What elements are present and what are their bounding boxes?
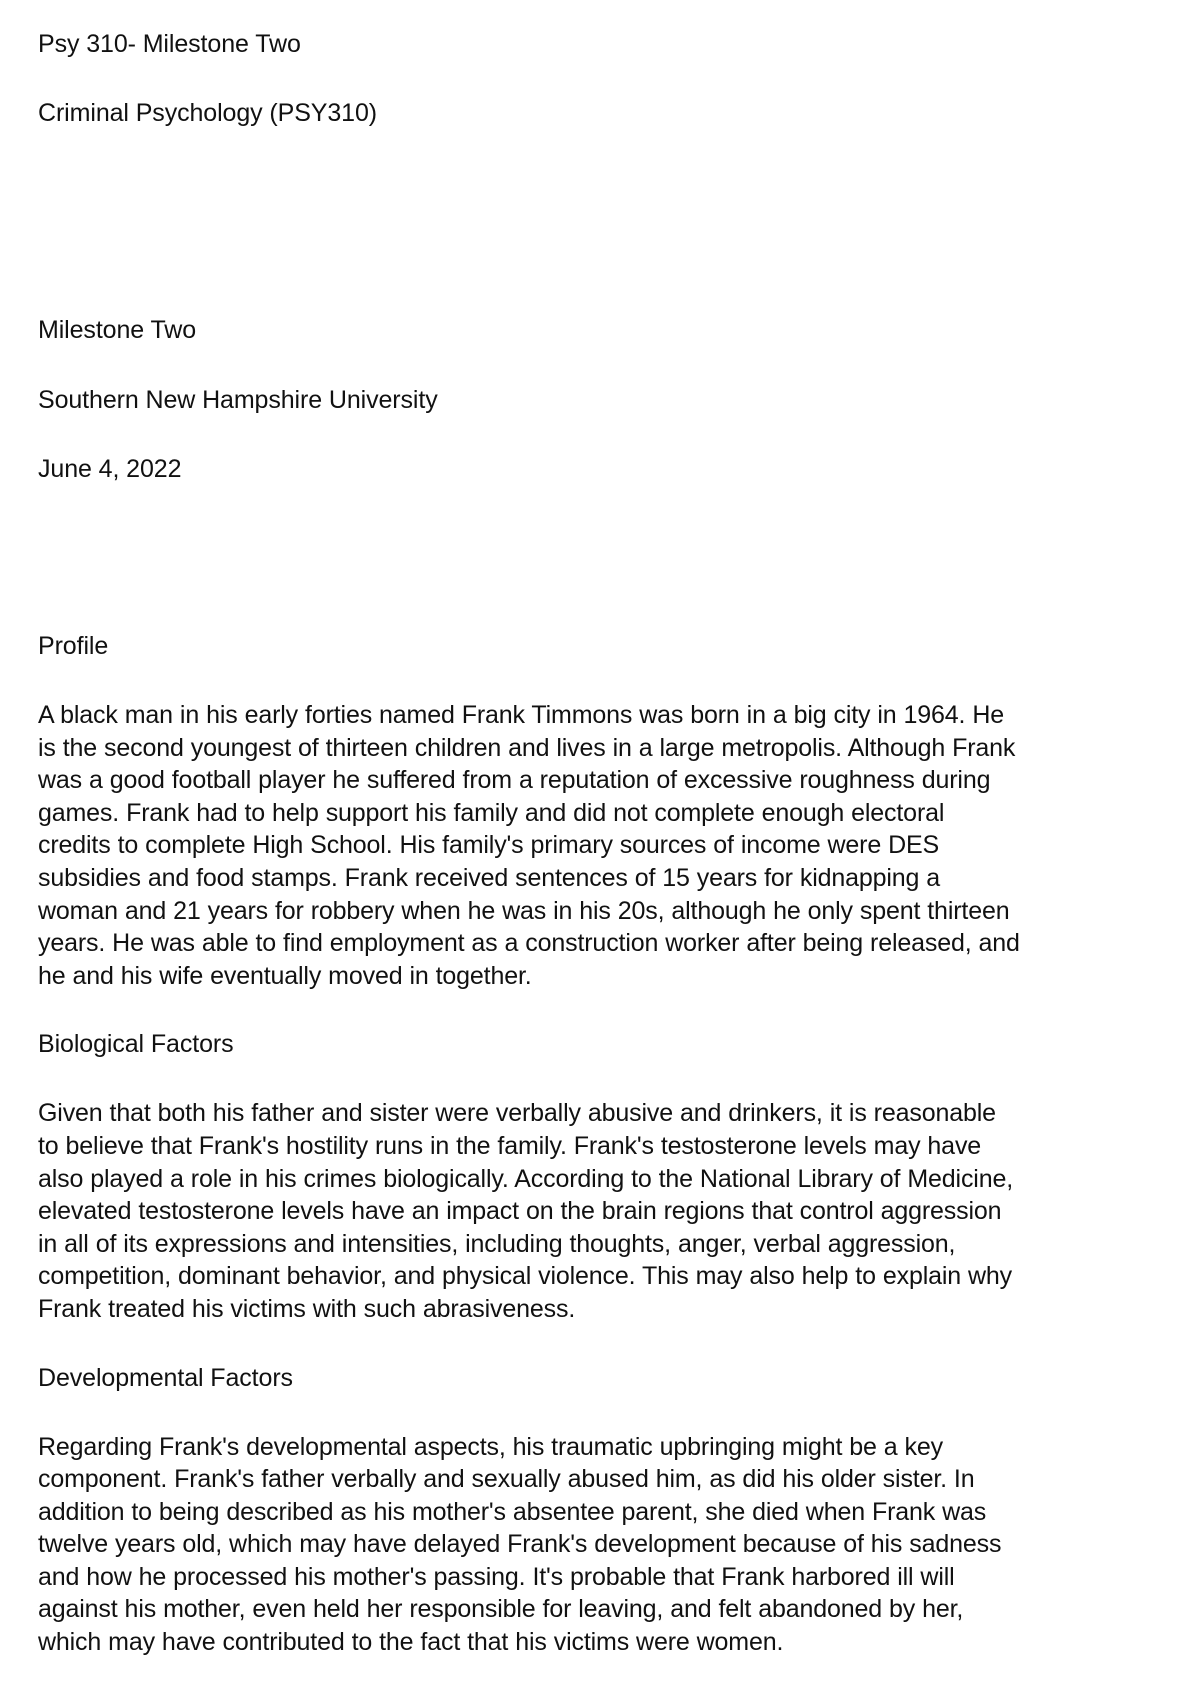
assignment-title: Milestone Two bbox=[38, 316, 197, 344]
section-heading-biological-factors: Biological Factors bbox=[38, 1030, 234, 1059]
institution-name: Southern New Hampshire University bbox=[38, 386, 438, 414]
paragraph-line: which may have contributed to the fact that his victims were women. bbox=[38, 1628, 784, 1657]
paragraph-line: twelve years old, which may have delayed Frank's development because of his sadness bbox=[38, 1530, 1002, 1559]
paragraph-line: credits to complete High School. His family's primary sources of income were DES bbox=[38, 831, 940, 860]
submission-date: June 4, 2022 bbox=[38, 455, 182, 483]
section-body-profile bbox=[38, 699, 1170, 992]
paragraph-line: games. Frank had to help support his family and did not complete enough electoral bbox=[38, 798, 945, 827]
paragraph-line: addition to being described as his mother's absentee parent, she died when Frank was bbox=[38, 1497, 987, 1526]
paragraph-line: elevated testosterone levels have an impact on the brain regions that control aggression bbox=[38, 1197, 1002, 1226]
paragraph-line: also played a role in his crimes biologically. According to the National Library of Medicine, bbox=[38, 1164, 1013, 1193]
section-heading-developmental-factors: Developmental Factors bbox=[38, 1363, 293, 1392]
paragraph-line: and how he processed his mother's passing. It's probable that Frank harbored ill will bbox=[38, 1562, 955, 1591]
paragraph-line: to believe that Frank's hostility runs in the family. Frank's testosterone levels may have bbox=[38, 1131, 982, 1160]
paragraph-line: subsidies and food stamps. Frank received sentences of 15 years for kidnapping a bbox=[38, 863, 941, 892]
paragraph-line: is the second youngest of thirteen children and lives in a large metropolis. Although Frank bbox=[38, 733, 1016, 762]
paragraph-line: in all of its expressions and intensities, including thoughts, anger, verbal aggression, bbox=[38, 1229, 956, 1258]
paragraph-line: he and his wife eventually moved in together. bbox=[38, 961, 532, 990]
section-heading-profile: Profile bbox=[38, 632, 109, 660]
paragraph-line: Regarding Frank's developmental aspects, his traumatic upbringing might be a key bbox=[38, 1432, 943, 1461]
paragraph-line: woman and 21 years for robbery when he was in his 20s, although he only spent thirteen bbox=[38, 896, 1010, 925]
section-body-developmental-factors bbox=[38, 1431, 1170, 1659]
paragraph-line: Frank treated his victims with such abrasiveness. bbox=[38, 1294, 576, 1323]
section-body-biological-factors bbox=[38, 1097, 1170, 1325]
paragraph-line: A black man in his early forties named Frank Timmons was born in a big city in 1964. He bbox=[38, 701, 1004, 729]
paragraph-line: years. He was able to find employment as a construction worker after being released, and bbox=[38, 929, 1020, 958]
paragraph-line: component. Frank's father verbally and sexually abused him, as did his older sister. In bbox=[38, 1465, 975, 1494]
course-title: Criminal Psychology (PSY310) bbox=[38, 99, 377, 127]
paragraph-line: competition, dominant behavior, and physical violence. This may also help to explain why bbox=[38, 1262, 1013, 1291]
paragraph-line: Given that both his father and sister were verbally abusive and drinkers, it is reasonable bbox=[38, 1099, 996, 1128]
paragraph-line: against his mother, even held her responsible for leaving, and felt abandoned by her, bbox=[38, 1595, 964, 1624]
course-line: Psy 310- Milestone Two bbox=[38, 30, 301, 58]
paragraph-line: was a good football player he suffered from a reputation of excessive roughness during bbox=[38, 766, 991, 795]
